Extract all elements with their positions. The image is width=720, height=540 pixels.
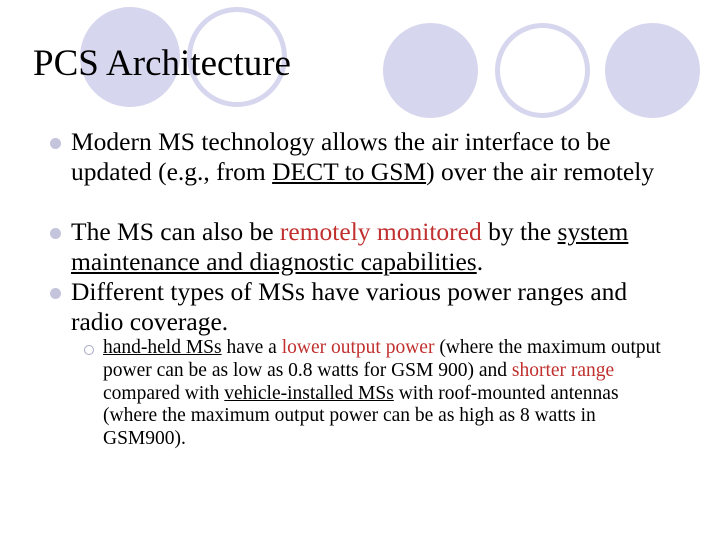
sub-bullet <box>103 337 673 451</box>
text-run: with roof‑mounted antennas (where the maximum output power can be as high as 8 watts in GSM900). <box>103 382 619 450</box>
text-run: (where the maximum output power can be as low as 0.8 watts for GSM 900) and <box>103 337 661 381</box>
underlined-text: hand‑held MSs <box>103 337 222 358</box>
highlighted-text: lower output power <box>281 337 435 358</box>
underlined-text: DECT to GSM <box>272 157 427 186</box>
bullet-3 <box>71 277 671 337</box>
text-run: compared with <box>103 382 225 404</box>
text-run: The MS can also be <box>71 217 280 246</box>
underlined-text: system maintenance and diagnostic capabilities <box>71 217 629 276</box>
text-run: Modern MS technology allows the air interface to be updated (e.g., from <box>71 127 611 186</box>
text-run: Different types of MSs have various power ranges and radio coverage. <box>71 277 628 336</box>
bullet-dot-2 <box>50 228 61 239</box>
slide-title: PCS Architecture <box>33 43 291 84</box>
bullet-dot-3 <box>50 288 61 299</box>
text-run: by the <box>481 217 558 246</box>
decor-circle-3 <box>383 23 478 118</box>
decor-circle-5 <box>605 23 700 118</box>
text-run: have a <box>221 337 282 358</box>
text-run: ) over the air remotely <box>426 157 655 186</box>
bullet-dot-1 <box>50 138 61 149</box>
underlined-text: vehicle‑installed MSs <box>224 382 394 404</box>
bullet-1 <box>71 127 671 187</box>
decor-circle-4 <box>495 23 590 118</box>
text-run: . <box>476 247 484 276</box>
highlighted-text: remotely monitored <box>279 217 482 246</box>
sub-bullet-marker <box>84 345 94 355</box>
highlighted-text: shorter range <box>511 359 615 381</box>
bullet-2 <box>71 217 671 277</box>
